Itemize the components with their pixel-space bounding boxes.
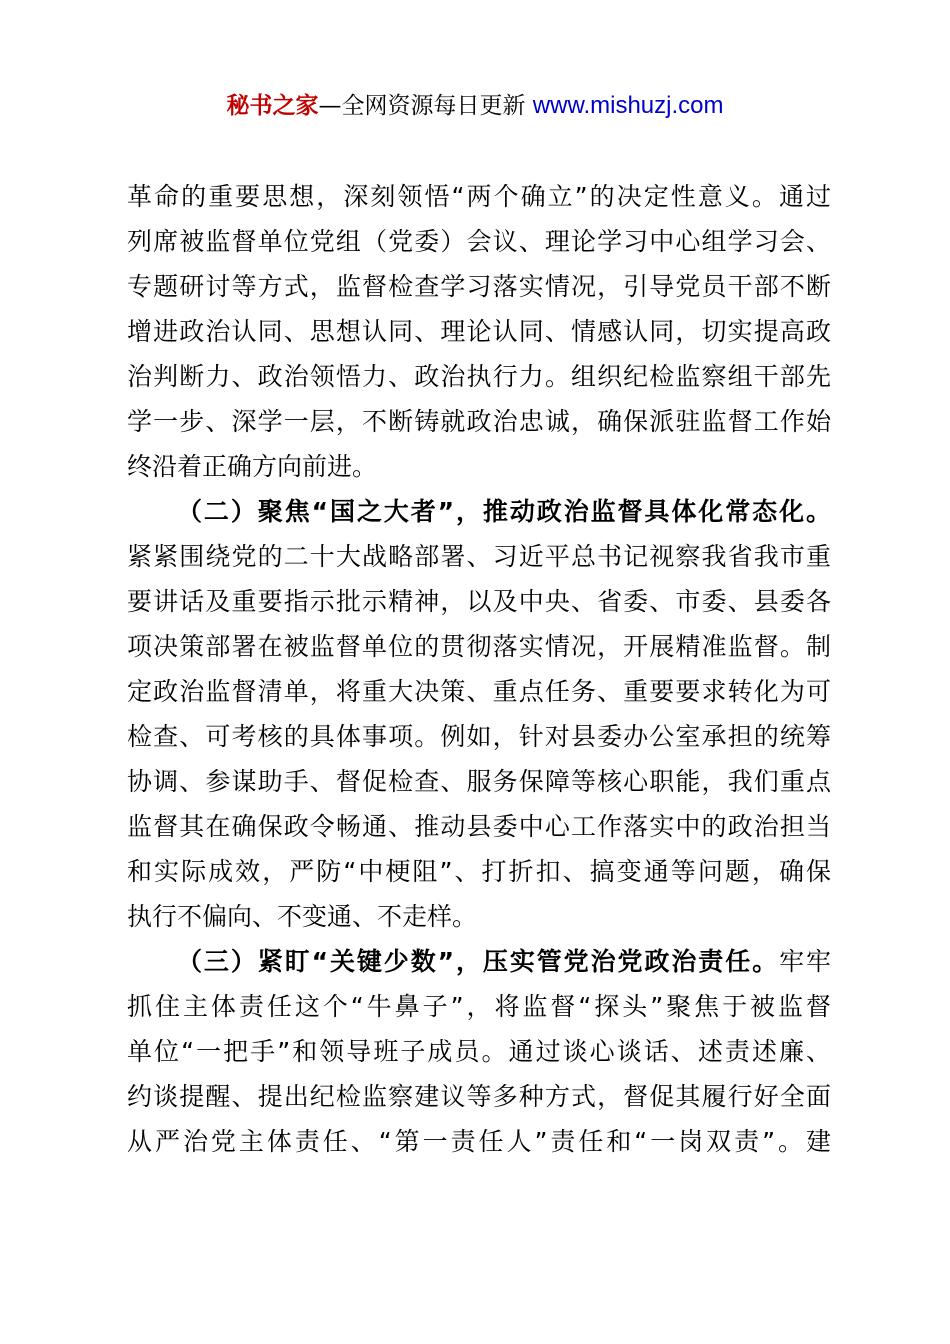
text-line: 治判断力、政治领悟力、政治执行力。组织纪检监察组干部先: [127, 362, 831, 391]
text-line: 和实际成效，严防“中梗阻”、打折扣、搞变通等问题，确保: [127, 857, 831, 886]
section-heading-2: （二）聚焦“国之大者”，推动政治监督具体化常态化。: [177, 497, 831, 526]
text-line: 增进政治认同、思想认同、理论认同、情感认同，切实提高政: [127, 317, 831, 346]
header-tagline: —全网资源每日更新: [318, 93, 526, 119]
text-line: 紧紧围绕党的二十大战略部署、习近平总书记视察我省我市重: [127, 542, 831, 571]
text-line: 革命的重要思想，深刻领悟“两个确立”的决定性意义。通过: [127, 182, 831, 211]
document-body: [127, 174, 831, 1164]
text-line: 学一步、深学一层，不断铸就政治忠诚，确保派驻监督工作始: [127, 407, 831, 436]
text-line: 要讲话及重要指示批示精神，以及中央、省委、市委、县委各: [127, 587, 831, 616]
text-line: 终沿着正确方向前进。: [127, 452, 378, 481]
text-line: 项决策部署在被监督单位的贯彻落实情况，开展精准监督。制: [127, 632, 831, 661]
section-heading-3-line: [127, 939, 831, 984]
text-run: 牢牢: [779, 947, 831, 976]
text-line: 列席被监督单位党组（党委）会议、理论学习中心组学习会、: [127, 227, 831, 256]
text-line: 抓住主体责任这个“牛鼻子”，将监督“探头”聚焦于被监督: [127, 992, 831, 1021]
page-header: [0, 86, 950, 126]
text-line: 检查、可考核的具体事项。例如，针对县委办公室承担的统筹: [127, 722, 831, 751]
brand-name: 秘书之家: [226, 93, 319, 119]
text-line: 执行不偏向、不变通、不走样。: [127, 902, 478, 931]
website-link[interactable]: www.mishuzj.com: [532, 92, 724, 119]
section-heading-3: （三）紧盯“关键少数”，压实管党治党政治责任。: [177, 947, 780, 976]
text-line: 定政治监督清单，将重大决策、重点任务、重要要求转化为可: [127, 677, 831, 706]
text-line: 单位“一把手”和领导班子成员。通过谈心谈话、述责述廉、: [127, 1037, 831, 1066]
text-line: 专题研讨等方式，监督检查学习落实情况，引导党员干部不断: [127, 272, 831, 301]
text-line: 约谈提醒、提出纪检监察建议等多种方式，督促其履行好全面: [127, 1082, 831, 1111]
text-line: 协调、参谋助手、督促检查、服务保障等核心职能，我们重点: [127, 767, 831, 796]
text-line: 从严治党主体责任、“第一责任人”责任和“一岗双责”。建: [127, 1127, 831, 1156]
text-line: 监督其在确保政令畅通、推动县委中心工作落实中的政治担当: [127, 812, 831, 841]
